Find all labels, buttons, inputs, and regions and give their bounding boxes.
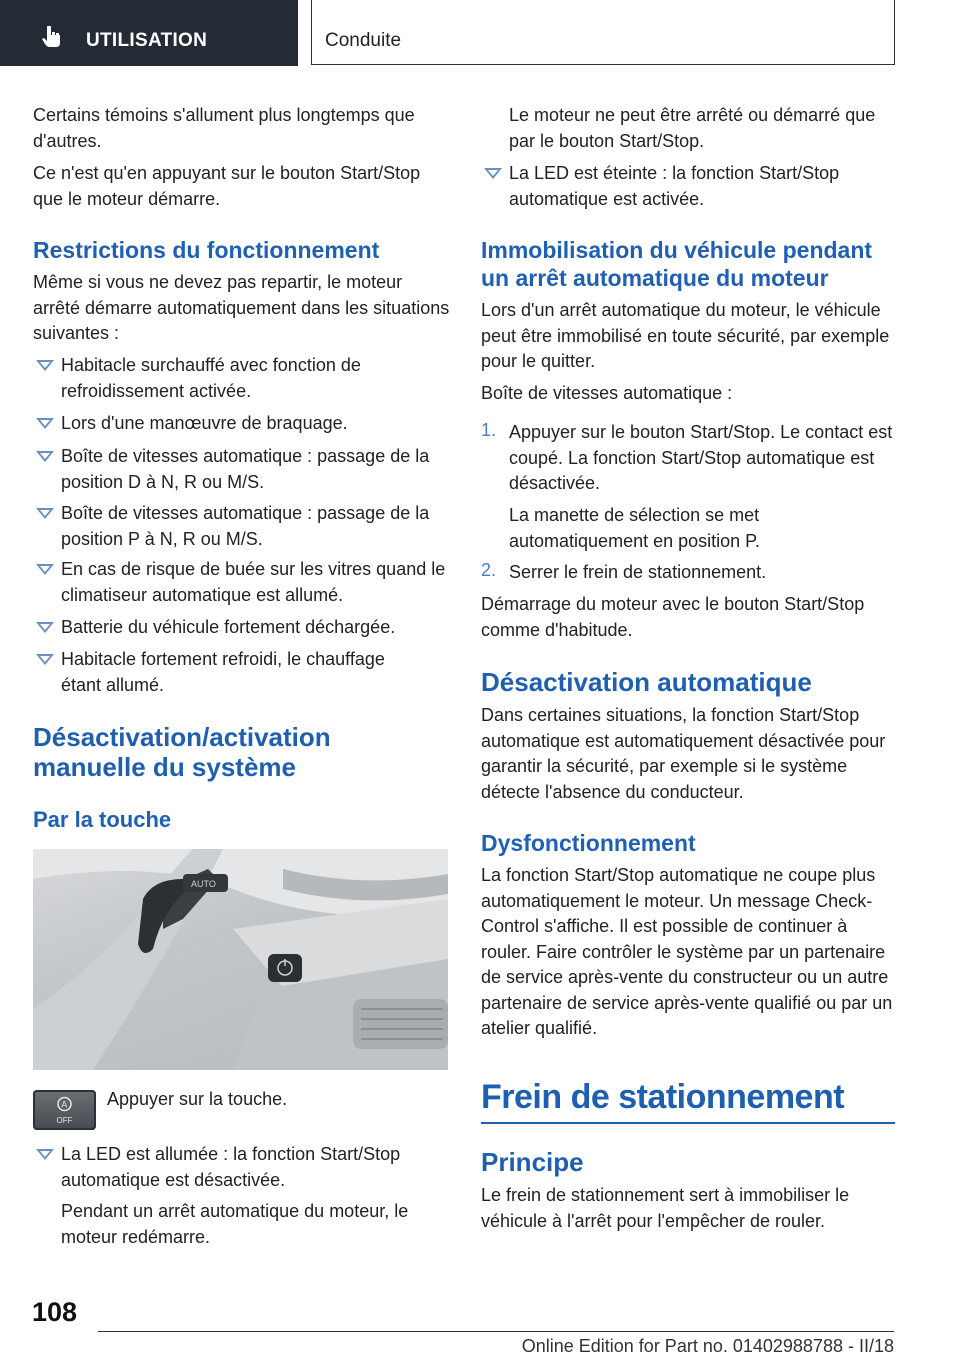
paragraph: Le frein de stationnement sert à immobiliser le véhicule à l'arrêt pour l'empêcher de rouler. bbox=[481, 1185, 850, 1231]
heading-immobilisation: Immobilisation du véhicule pendant un arrêt automatique du moteur bbox=[481, 237, 873, 291]
paragraph: Dans certaines situations, la fonction Start/Stop automatique est automatiquement désactivée pour garantir la sécurité, par exemple si le système détecte l'absence du conducteur. bbox=[481, 705, 886, 802]
section-label: UTILISATION bbox=[86, 30, 208, 51]
heading-touche: Par la touche bbox=[33, 807, 172, 832]
step-text: Serrer le frein de stationnement. bbox=[509, 562, 767, 582]
list-item: Boîte de vitesses automatique : passage de la position D à N, R ou M/S. bbox=[61, 446, 430, 492]
heading-rule bbox=[481, 1122, 895, 1124]
list-item: Lors d'une manœuvre de braquage. bbox=[61, 413, 348, 433]
hand-pointer-icon bbox=[40, 24, 64, 48]
page-number: 108 bbox=[32, 1297, 78, 1327]
bullet-triangle-icon bbox=[36, 508, 54, 519]
list-item: Habitacle surchauffé avec fonction de refroidissement activée. bbox=[61, 355, 361, 401]
footer-rule bbox=[98, 1331, 894, 1332]
chapter-box bbox=[311, 0, 895, 65]
paragraph: Ce n'est qu'en appuyant sur le bouton Start/Stop que le moteur démarre. bbox=[33, 163, 421, 209]
svg-text:AUTO: AUTO bbox=[191, 879, 216, 889]
step-subtext: La manette de sélection se met automatiquement en position P. bbox=[509, 505, 760, 551]
list-item: Boîte de vitesses automatique : passage de la position P à N, R ou M/S. bbox=[61, 503, 430, 549]
heading-manual: Désactivation/activation manuelle du système bbox=[33, 722, 331, 782]
paragraph: Même si vous ne devez pas repartir, le moteur arrêté démarre automatiquement dans les situations suivantes : bbox=[33, 272, 450, 343]
bullet-triangle-icon bbox=[36, 622, 54, 633]
bullet-triangle-icon bbox=[484, 168, 502, 179]
bullet-triangle-icon bbox=[36, 1149, 54, 1160]
list-item: La LED est éteinte : la fonction Start/Stop automatique est activée. bbox=[509, 163, 840, 209]
paragraph: Le moteur ne peut être arrêté ou démarré que par le bouton Start/Stop. bbox=[509, 105, 876, 151]
bullet-triangle-icon bbox=[36, 564, 54, 575]
bullet-triangle-icon bbox=[36, 451, 54, 462]
auto-start-stop-off-button-icon bbox=[33, 1090, 96, 1130]
heading-frein-stationnement: Frein de stationnement bbox=[481, 1078, 845, 1116]
heading-restrictions: Restrictions du fonctionnement bbox=[33, 237, 380, 263]
svg-text:OFF: OFF bbox=[56, 1116, 73, 1125]
section-tab[interactable] bbox=[0, 0, 298, 66]
paragraph: Démarrage du moteur avec le bouton Start/Stop comme d'habitude. bbox=[481, 594, 865, 640]
paragraph: Appuyer sur la touche. bbox=[107, 1089, 288, 1109]
bullet-triangle-icon bbox=[36, 418, 54, 429]
heading-dysfonctionnement: Dysfonctionnement bbox=[481, 830, 696, 856]
paragraph: Boîte de vitesses automatique : bbox=[481, 383, 733, 403]
step-number: 1. bbox=[481, 420, 497, 440]
list-item: En cas de risque de buée sur les vitres quand le climatiseur automatique est allumé. bbox=[61, 559, 446, 605]
heading-desactivation-auto: Désactivation automatique bbox=[481, 667, 812, 697]
list-item: Batterie du véhicule fortement déchargée. bbox=[61, 617, 396, 637]
list-item: Habitacle fortement refroidi, le chauffage étant allumé. bbox=[61, 649, 385, 695]
dashboard-photo bbox=[33, 849, 448, 1070]
paragraph: Lors d'un arrêt automatique du moteur, le véhicule peut être immobilisé en toute sécurité, par exemple pour le quitter. bbox=[481, 300, 890, 371]
paragraph: La fonction Start/Stop automatique ne coupe plus automatiquement le moteur. Un message Check-Control s'affiche. Il est possible de continuer à rouler. Faire contrôler le système par un partenaire de service après-vente du constructeur ou un autre partenaire de service après-vente qualifié ou par un atelier qualifié. bbox=[481, 865, 893, 1038]
bullet-triangle-icon bbox=[36, 654, 54, 665]
heading-principe: Principe bbox=[481, 1147, 584, 1177]
paragraph: Certains témoins s'allument plus longtemps que d'autres. bbox=[33, 105, 415, 151]
svg-text:A: A bbox=[61, 1099, 68, 1110]
step-number: 2. bbox=[481, 560, 497, 580]
bullet-triangle-icon bbox=[36, 360, 54, 371]
list-item: La LED est allumée : la fonction Start/Stop automatique est désactivée. bbox=[61, 1144, 401, 1190]
footer-edition: Online Edition for Part no. 01402988788 - II/18 bbox=[521, 1336, 894, 1356]
step-text: Appuyer sur le bouton Start/Stop. Le contact est coupé. La fonction Start/Stop automatique est désactivée. bbox=[509, 422, 893, 493]
paragraph: Pendant un arrêt automatique du moteur, le moteur redémarre. bbox=[61, 1201, 409, 1247]
chapter-label: Conduite bbox=[325, 30, 402, 51]
